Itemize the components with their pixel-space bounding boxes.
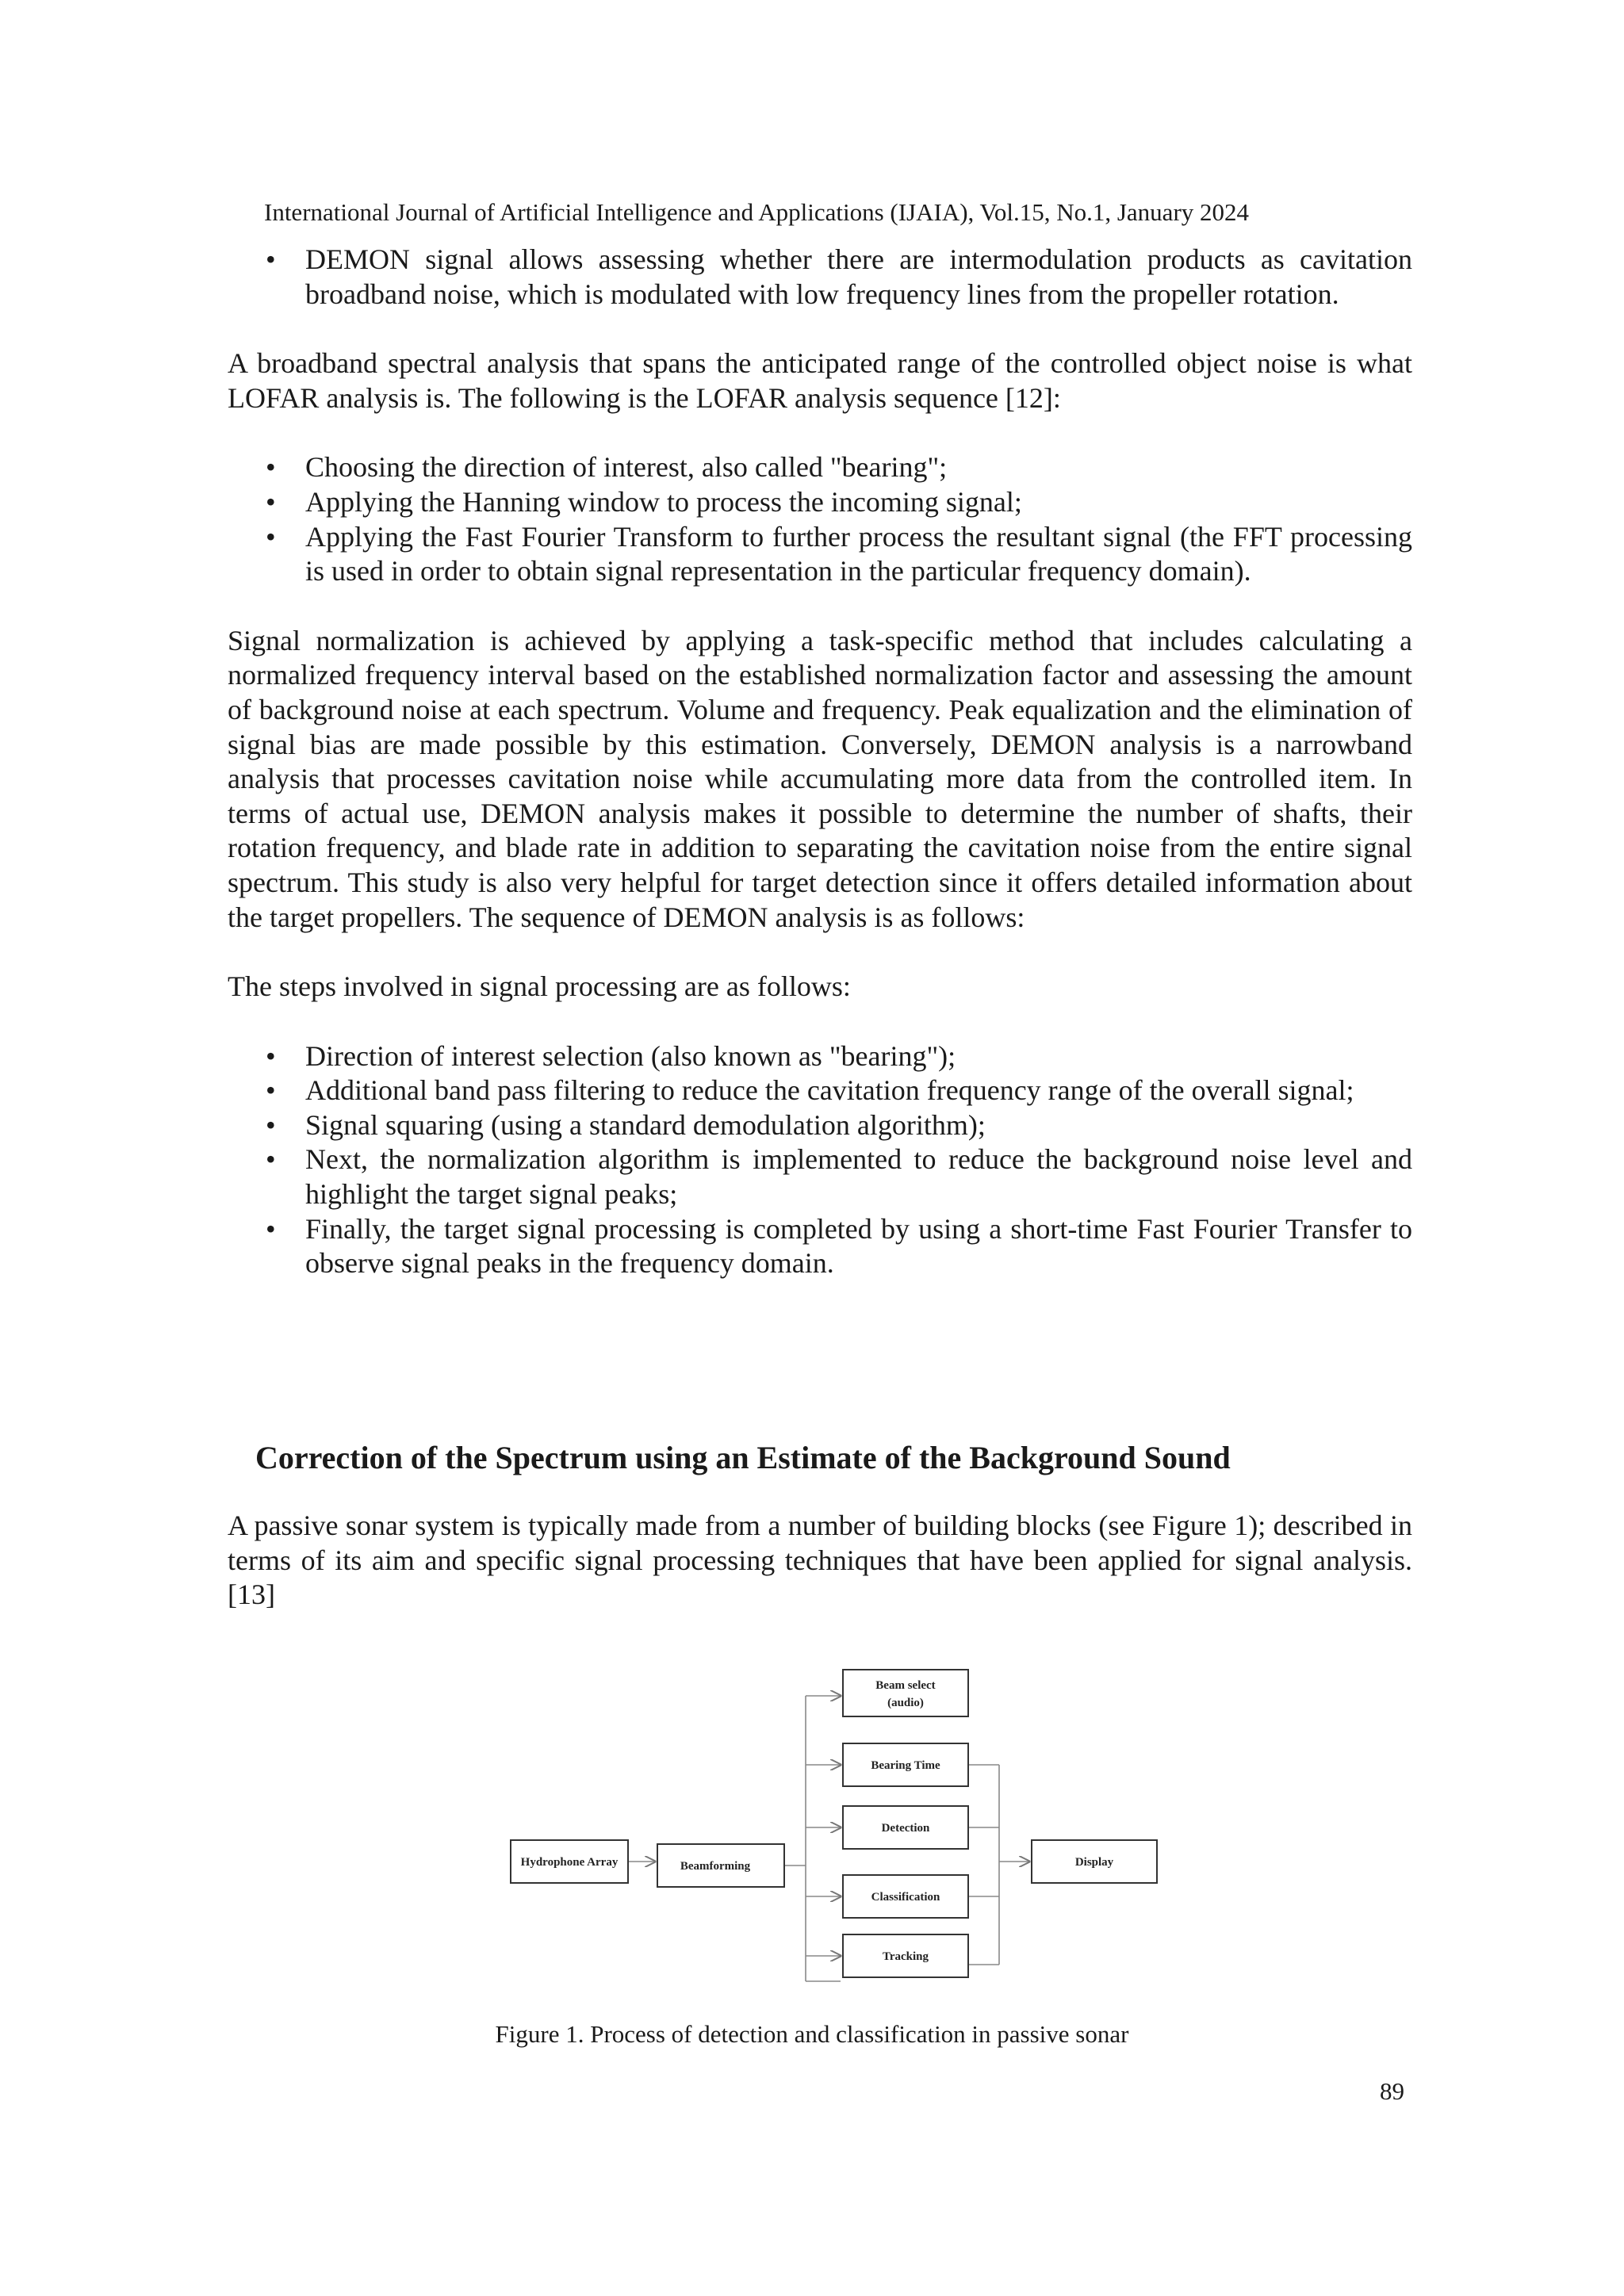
beam-select-block	[843, 1670, 968, 1716]
sonar-paragraph: A passive sonar system is typically made from a number of building blocks (see Figure 1); described in terms of its aim and specific signal processing techniques that have been applied for signal analysis. [13]	[228, 1510, 1412, 1611]
demon-steps-list	[228, 1039, 1412, 1281]
beam-select-sublabel: (audio)	[887, 1697, 924, 1709]
steps-intro-paragraph: The steps involved in signal processing are as follows:	[228, 970, 851, 1003]
lofar-steps-list	[228, 450, 1412, 588]
hydrophone-array-label: Hydrophone Array	[520, 1856, 619, 1869]
beamforming-label: Beamforming	[680, 1860, 751, 1873]
intro-bullet-list	[228, 243, 1412, 312]
list-item: • Finally, the target signal processing is completed by using a short-time Fast Fourier Transfer to observe signal peaks in the frequency domain.	[305, 1212, 1412, 1281]
lofar-intro-paragraph: A broadband spectral analysis that spans the anticipated range of the controlled object noise is what LOFAR analysis is. The following is the LOFAR analysis sequence [12]:	[228, 347, 1412, 414]
body-text-upper	[228, 243, 1412, 1281]
list-item: • Additional band pass filtering to reduce the cavitation frequency range of the overall signal;	[305, 1073, 1412, 1108]
list-item: • Direction of interest selection (also known as "bearing");	[305, 1039, 1412, 1074]
detection-label: Detection	[881, 1822, 930, 1835]
figure-caption: Figure 1. Process of detection and classification in passive sonar	[495, 2020, 1129, 2048]
list-item: • DEMON signal allows assessing whether there are intermodulation products as cavitation broadband noise, which is modulated with low frequency lines from the propeller rotation.	[305, 243, 1412, 312]
section-heading: Correction of the Spectrum using an Estimate of the Background Sound	[255, 1440, 1231, 1475]
list-item: • Next, the normalization algorithm is implemented to reduce the background noise level and highlight the target signal peaks;	[305, 1142, 1412, 1211]
classification-label: Classification	[871, 1891, 940, 1904]
list-item: • Applying the Hanning window to process the incoming signal;	[305, 485, 1412, 520]
tracking-label: Tracking	[882, 1950, 929, 1963]
normalization-paragraph: Signal normalization is achieved by applying a task-specific method that includes calculating a normalized frequency interval based on the established normalization factor and assessing the amount of background noise at each spectrum. Volume and frequency. Peak equalization and the elimination of signal bias are made possible by this estimation. Conversely, DEMON analysis is a narrowband analysis that processes cavitation noise while accumulating more data from the controlled item. In terms of actual use, DEMON analysis makes it possible to determine the number of shafts, their rotation frequency, and blade rate in addition to separating the cavitation noise from the entire signal spectrum. This study is also very helpful for target detection since it offers detailed information about the target propellers. The sequence of DEMON analysis is as follows:	[228, 624, 1412, 933]
journal-header: International Journal of Artificial Intelligence and Applications (IJAIA), Vol.15, No.1, January 2024	[264, 198, 1250, 226]
bearing-time-label: Bearing Time	[871, 1759, 940, 1772]
list-item: • Applying the Fast Fourier Transform to further process the resultant signal (the FFT processing is used in order to obtain signal representation in the particular frequency domain).	[305, 520, 1412, 589]
beam-select-label: Beam select	[875, 1679, 936, 1692]
sonar-block-diagram	[504, 1662, 1170, 1987]
body-text-lower	[228, 1509, 1412, 1613]
display-label: Display	[1074, 1856, 1114, 1869]
page-number: 89	[1380, 2077, 1404, 2105]
list-item: • Signal squaring (using a standard demodulation algorithm);	[305, 1108, 1412, 1143]
list-item: • Choosing the direction of interest, also called "bearing";	[305, 450, 1412, 485]
